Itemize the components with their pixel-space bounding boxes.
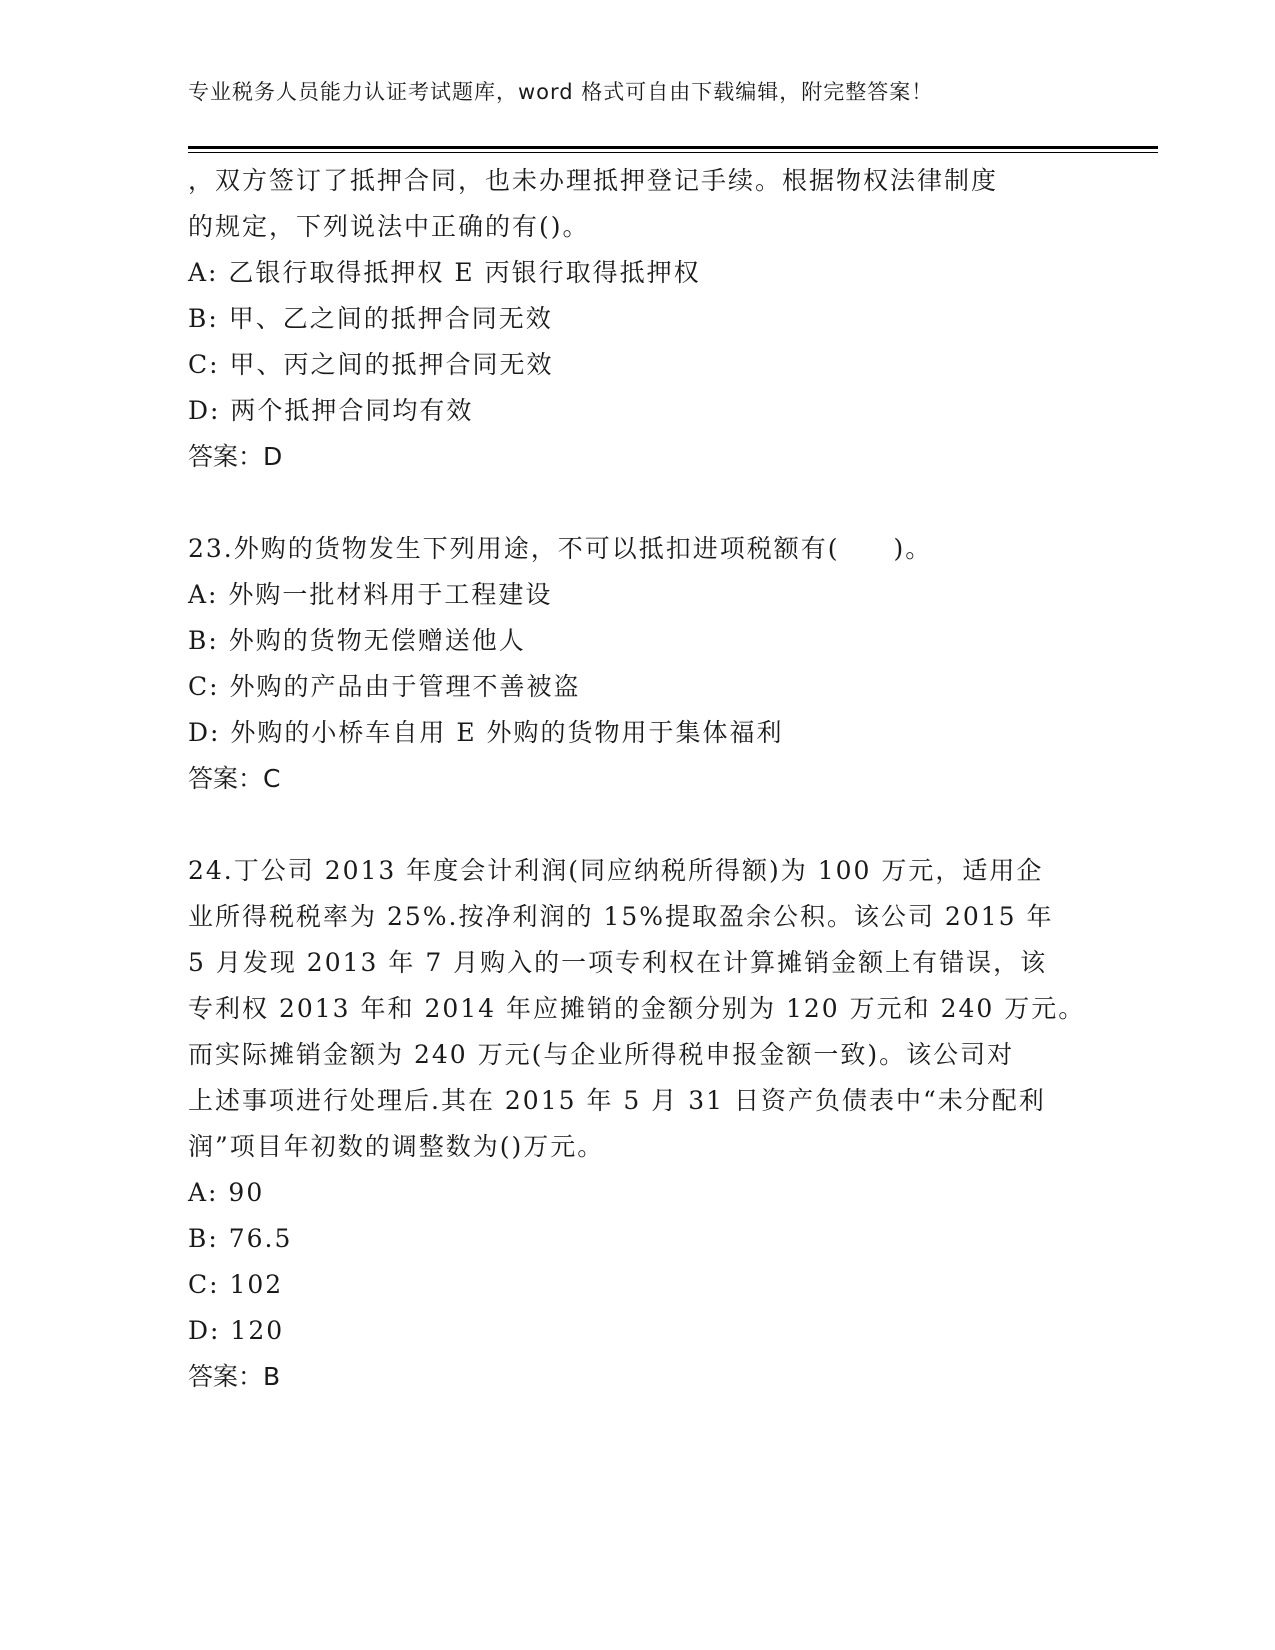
option-d: D: 120 bbox=[188, 1316, 285, 1345]
answer-line: 答案：B bbox=[188, 1362, 281, 1391]
page-header: 专业税务人员能力认证考试题库，word 格式可自由下载编辑，附完整答案！ bbox=[188, 80, 934, 104]
option-c: C: 外购的产品由于管理不善被盗 bbox=[188, 672, 581, 701]
question-block bbox=[188, 848, 1088, 1400]
question-stem-line: 业所得税税率为 25%.按净利润的 15%提取盈余公积。该公司 2015 年 bbox=[188, 902, 1054, 931]
question-block bbox=[188, 158, 1088, 480]
header-rule-thin bbox=[188, 152, 1158, 153]
question-list bbox=[188, 158, 1088, 1400]
question-stem-line: 24.丁公司 2013 年度会计利润(同应纳税所得额)为 100 万元，适用企 bbox=[188, 856, 1044, 885]
question-stem-line: 上述事项进行处理后.其在 2015 年 5 月 31 日资产负债表中“未分配利 bbox=[188, 1086, 1046, 1115]
spacer bbox=[188, 480, 1088, 526]
answer-line: 答案：D bbox=[188, 442, 283, 471]
question-stem-line: 润”项目年初数的调整数为()万元。 bbox=[188, 1132, 605, 1161]
option-b: B: 外购的货物无偿赠送他人 bbox=[188, 626, 526, 655]
option-b: B: 76.5 bbox=[188, 1224, 293, 1253]
option-c: C: 102 bbox=[188, 1270, 284, 1299]
option-b: B: 甲、乙之间的抵押合同无效 bbox=[188, 304, 553, 333]
header-rule-thick bbox=[188, 146, 1158, 149]
option-d: D: 外购的小桥车自用 E 外购的货物用于集体福利 bbox=[188, 718, 784, 747]
question-stem-line: ，双方签订了抵押合同，也未办理抵押登记手续。根据物权法律制度 bbox=[188, 166, 999, 195]
answer-line: 答案：C bbox=[188, 764, 281, 793]
question-stem-line: 而实际摊销金额为 240 万元(与企业所得税申报金额一致)。该公司对 bbox=[188, 1040, 1015, 1069]
option-a: A: 90 bbox=[188, 1178, 265, 1207]
question-block bbox=[188, 526, 1088, 802]
question-stem-line: 的规定，下列说法中正确的有()。 bbox=[188, 212, 590, 241]
spacer bbox=[188, 802, 1088, 848]
option-a: A: 外购一批材料用于工程建设 bbox=[188, 580, 553, 609]
option-c: C: 甲、丙之间的抵押合同无效 bbox=[188, 350, 554, 379]
question-stem-line: 5 月发现 2013 年 7 月购入的一项专利权在计算摊销金额上有错误，该 bbox=[188, 948, 1048, 977]
question-stem-line: 23.外购的货物发生下列用途，不可以抵扣进项税额有( )。 bbox=[188, 534, 933, 563]
option-a: A: 乙银行取得抵押权 E 丙银行取得抵押权 bbox=[188, 258, 701, 287]
question-stem-line: 专利权 2013 年和 2014 年应摊销的金额分别为 120 万元和 240 万元。 bbox=[188, 994, 1086, 1023]
option-d: D: 两个抵押合同均有效 bbox=[188, 396, 474, 425]
